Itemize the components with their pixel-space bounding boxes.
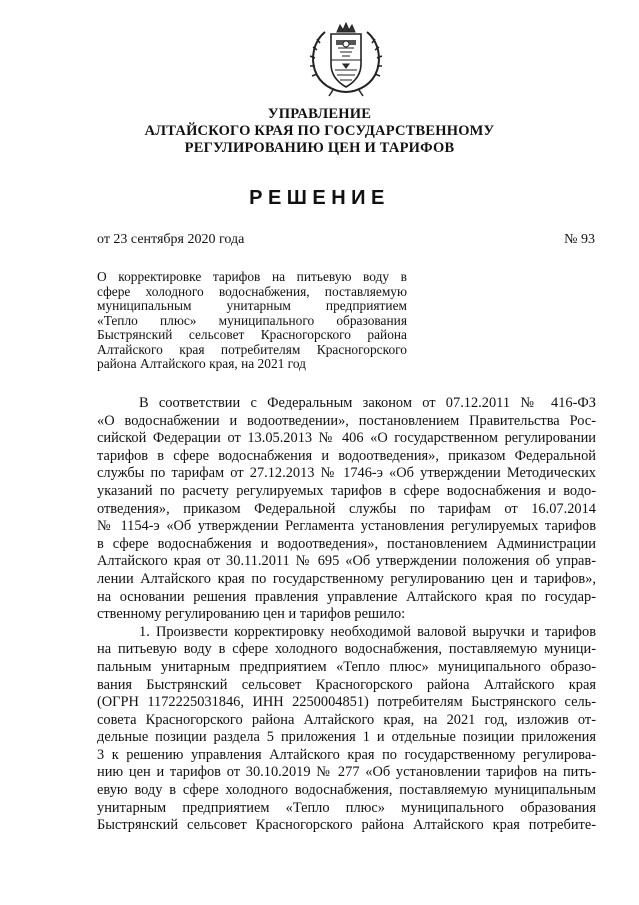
body-line: В соответствии с Федеральным законом от 07.12.2011 № 416-ФЗ [139,395,596,411]
subject-line: «Тепло плюс» муниципального образования [97,312,407,328]
body-line: унитарным предприятием «Тепло плюс» муниципального образования [97,799,596,816]
body-line: 3 к решению управления Алтайского края по государственному регулирова- [97,746,596,763]
body-line: службы по тарифам от 27.12.2013 № 1746-э «Об утверждении Методических [97,465,596,482]
subject-line: сфере холодного водоснабжения, поставляемую [97,283,407,299]
document-title: РЕШЕНИЕ [249,187,390,209]
subject-line: муниципальным унитарным предприятием [97,298,407,313]
body-line: евую воду в сфере холодного водоснабжения, поставляемую муниципальным [97,782,596,799]
body-line: «О водоснабжении и водоотведении», постановлением Правительства Рос- [97,412,596,429]
subject-line: О корректировке тарифов на питьевую воду в [97,269,407,284]
document-subject [97,270,407,372]
body-line: на питьевую воду в сфере холодного водоснабжения, поставляемую муници- [97,641,596,658]
document-number: № 93 [564,232,595,247]
body-line: лении Алтайского края по государственному регулированию цен и тарифов», [97,570,596,587]
subject-line: Алтайского края потребителям Красногорского [97,341,407,357]
body-line: тарифов в сфере водоснабжения и водоотведения», приказом Федеральной [97,447,596,464]
body-line: указаний по расчету регулируемых тарифов в сфере водоснабжения и водо- [97,482,596,499]
body-line: на основании решения правления управление Алтайского края по государ- [97,588,596,605]
body-line: отведения», приказом Федеральной службы по тарифам от 16.07.2014 [97,500,596,517]
body-line: сийской Федерации от 13.05.2013 № 406 «О государственном регулировании [97,430,596,447]
body-line: пальным унитарным предприятием «Тепло плюс» муниципального образо- [97,658,596,675]
body-line: Быстрянский сельсовет Красногорского района Алтайского края потребите- [97,817,596,834]
body-line: 1. Произвести корректировку необходимой валовой выручки и тарифов [139,623,596,640]
subject-line: района Алтайского края, на 2021 год [97,356,306,371]
body-line: совета Красногорского района Алтайского края, на 2021 год, изложив от- [97,711,596,728]
body-line: дельные позиции раздела 5 приложения 1 и отдельные позиции приложения [97,729,596,746]
body-line: в сфере водоснабжения и водоотведения», постановлением Администрации [97,535,596,552]
subject-line: Быстрянский сельсовет Красногорского района [97,327,407,342]
document-date: от 23 сентября 2020 года [97,232,245,247]
body-line: Алтайского края от 30.11.2011 № 695 «Об утверждении положения об управ- [97,553,596,570]
organization-name-line-1: УПРАВЛЕНИЕ [267,106,372,122]
body-line: ственному регулированию цен и тарифов решило: [97,606,406,623]
body-line: вания Быстрянский сельсовет Красногорского района Алтайского края [97,676,596,693]
document-body [97,395,596,835]
organization-name-line-3: РЕГУЛИРОВАНИЮ ЦЕН И ТАРИФОВ [184,140,455,156]
organization-name-line-2: АЛТАЙСКОГО КРАЯ ПО ГОСУДАРСТВЕННОМУ [144,123,495,139]
body-line: (ОГРН 1172225031846, ИНН 2250004851) потребителям Быстрянского сель- [97,694,596,711]
coat-of-arms-emblem [305,20,387,100]
body-line: нию цен и тарифов от 30.10.2019 № 277 «Об установлении тарифов на пить- [97,764,596,781]
body-line: № 1154-э «Об утверждении Регламента установления регулируемых тарифов [97,518,596,535]
